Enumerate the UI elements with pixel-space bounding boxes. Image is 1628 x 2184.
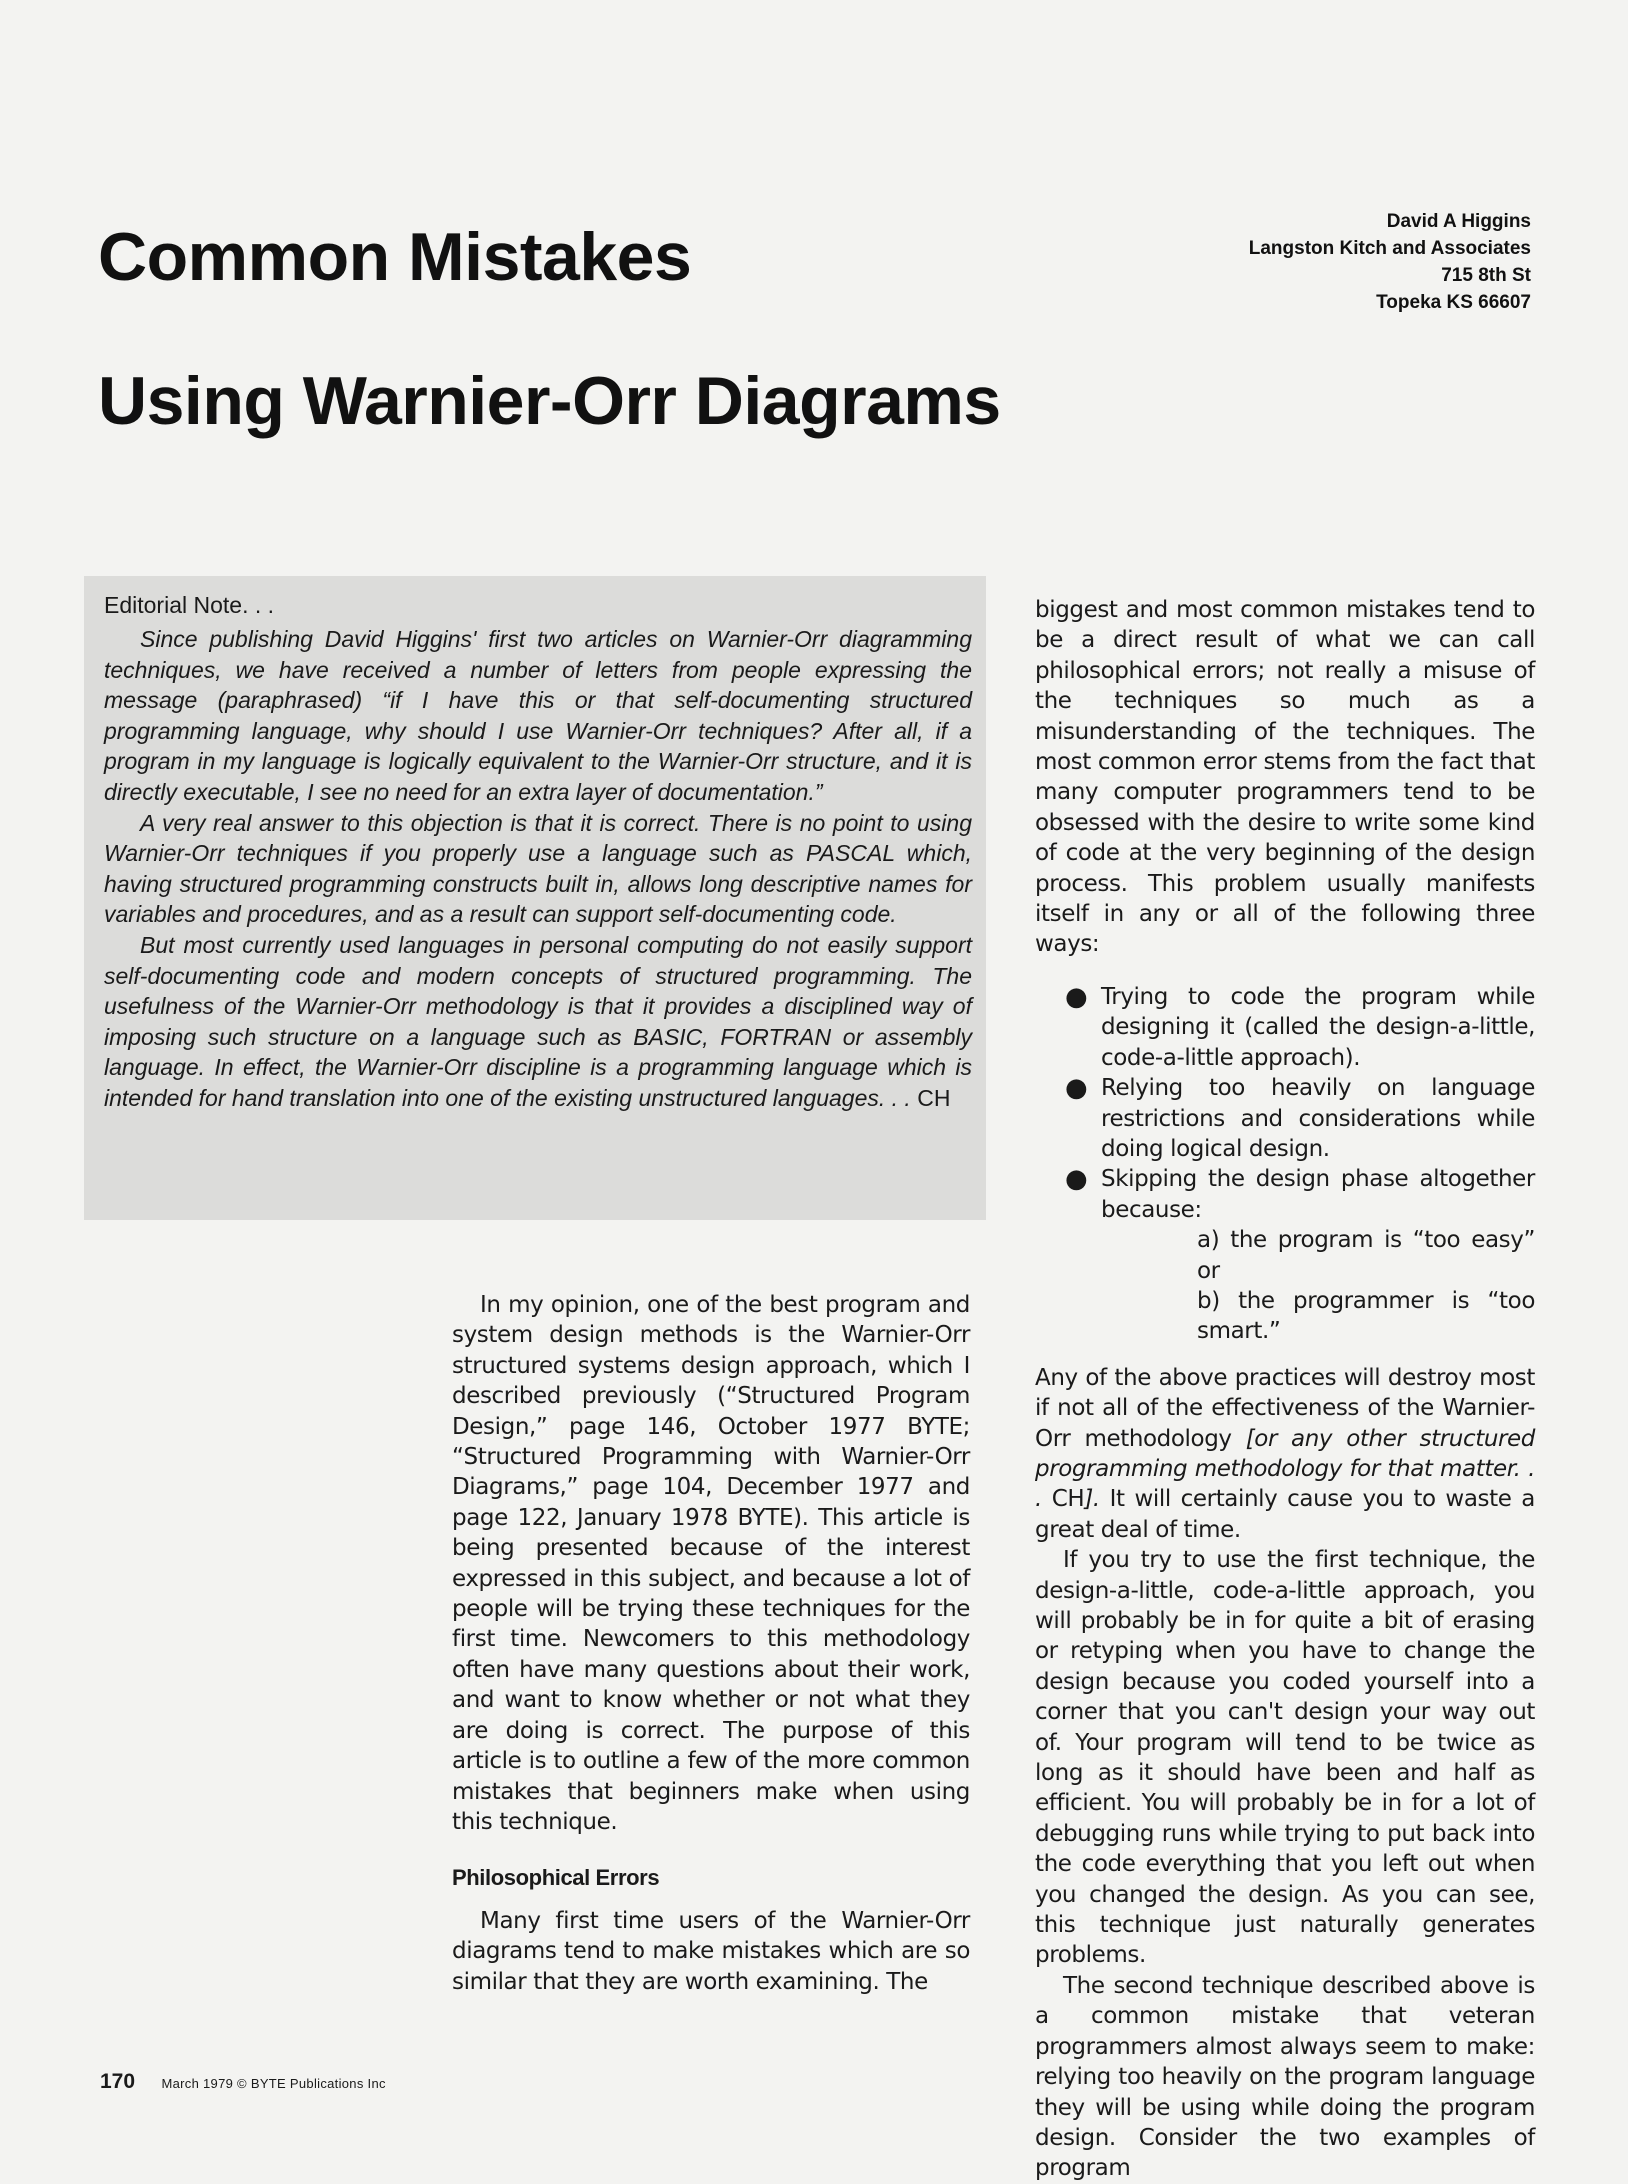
- editorial-paragraph: A very real answer to this objection is that it is correct. There is no point to using Warnier-Orr techniques if you properly use a language such as PASCAL which, having structured programming constructs built in, allows long descriptive names for variables and procedures, and as a result can support self-documenting code.: [104, 809, 972, 928]
- paragraph-text: Any of the above practices will destroy most if not all of the effectiveness of the Warnier-Orr methodology: [1035, 1364, 1535, 1452]
- publication-credit: March 1979 © BYTE Publications Inc: [161, 2076, 386, 2091]
- bullet-icon: ●: [1065, 1164, 1088, 1195]
- list-item: [1035, 982, 1535, 1073]
- list-item-text: Skipping the design phase altogether because:: [1101, 1166, 1535, 1223]
- mistakes-list: [1035, 982, 1535, 1347]
- author-name: David A Higgins: [1386, 211, 1531, 232]
- author-block: [1249, 208, 1531, 316]
- list-item: [1035, 1073, 1535, 1164]
- middle-column: [452, 1290, 970, 1997]
- intro-paragraph: In my opinion, one of the best program and system design methods is the Warnier-Orr structured systems design approach, which I described previously (“Structured Program Design,” page 146, October 1977 BYTE; “Structured Programming with Warnier-Orr Diagrams,” page 104, December 1977 and page 122, January 1978 BYTE). This article is being presented because of the interest expressed in this subject, and because a lot of people will be trying these techniques for the first time. Newcomers to this methodology often have many questions about their work, and want to know whether or not what they are doing is correct. The purpose of this article is to outline a few of the more common mistakes that beginners make when using this technique.: [452, 1292, 970, 1835]
- body-paragraph: biggest and most common mistakes tend to be a direct result of what we can call philosophical errors; not really a misuse of the techniques so much as a misunderstanding of the techniques. The most common error stems from the fact that many computer programmers tend to be obsessed with the desire to write some kind of code at the very beginning of the design process. This problem usually manifests itself in any or all of the following three ways:: [1035, 597, 1535, 958]
- article-title-line2: Using Warnier-Orr Diagrams: [98, 363, 1001, 439]
- author-company: Langston Kitch and Associates: [1248, 238, 1531, 259]
- article-title-line1: Common Mistakes: [98, 219, 692, 295]
- sub-list-item: b) the programmer is “too smart.”: [1197, 1287, 1535, 1345]
- bullet-icon: ●: [1065, 981, 1088, 1012]
- body-paragraph: If you try to use the first technique, the design-a-little, code-a-little approach, you will probably be in for quite a bit of erasing or retyping when you have to change the design because you coded yourself into a corner that you can't design your way out of. Your program will tend to be twice as long as it should have been and half as efficient. You will probably be in for a lot of debugging runs while trying to put back into the code everything that you left out when you changed the design. As you can see, this technique just naturally generates problems.: [1035, 1547, 1535, 1969]
- editorial-note-box: [84, 576, 986, 1220]
- paragraph-text: It will certainly cause you to waste a great deal of time.: [1035, 1486, 1536, 1543]
- editor-signature-inline: CH: [1051, 1486, 1085, 1513]
- author-street: 715 8th St: [1441, 265, 1531, 286]
- right-column: [1035, 595, 1535, 2184]
- editorial-paragraph: Since publishing David Higgins' first two articles on Warnier-Orr diagramming techniques, we have received a number of letters from people expressing the message (paraphrased) “if I have this or that self-documenting structured programming language, why should I use Warnier-Orr techniques? After all, if a program in my language is logically equivalent to the Warnier-Orr structure, and it is directly executable, I see no need for an extra layer of documentation.”: [104, 626, 972, 805]
- list-item-text: Relying too heavily on language restrictions and considerations while doing logical design.: [1101, 1075, 1535, 1162]
- editorial-signature: CH: [917, 1084, 951, 1111]
- list-item-text: Trying to code the program while designing it (called the design-a-little, code-a-little approach).: [1101, 983, 1535, 1071]
- editorial-heading: Editorial Note. . .: [104, 592, 275, 618]
- list-item: [1035, 1164, 1535, 1346]
- body-paragraph: [1035, 1363, 1535, 1545]
- page-number: 170: [100, 2070, 136, 2093]
- sub-list-item: a) the program is “too easy” or: [1197, 1227, 1535, 1284]
- page-footer: [100, 2070, 386, 2094]
- editorial-paragraph: [104, 930, 972, 1114]
- author-city: Topeka KS 66607: [1376, 292, 1531, 313]
- editor-note-close: ].: [1084, 1486, 1100, 1513]
- editorial-paragraph-text: But most currently used languages in personal computing do not easily support self-documenting code and modern concepts of structured programming. The usefulness of the Warnier-Orr methodology is that it provides a disciplined way of imposing such structure on a language such as BASIC, FORTRAN or assembly language. In effect, the Warnier-Orr discipline is a programming language which is intended for hand translation into one of the existing unstructured languages. . .: [104, 931, 972, 1111]
- body-paragraph: Many first time users of the Warnier-Orr diagrams tend to make mistakes which are so similar that they are worth examining. The: [452, 1907, 970, 1995]
- section-heading: Philosophical Errors: [452, 1865, 660, 1891]
- body-paragraph: The second technique described above is a common mistake that veteran programmers almost always seem to make: relying too heavily on the program language they will be using while doing the program design. Consider the two examples of program: [1035, 1972, 1535, 2182]
- editor-note-inline: [or any other structured programming methodology for that matter. . .: [1035, 1425, 1535, 1513]
- bullet-icon: ●: [1065, 1073, 1088, 1104]
